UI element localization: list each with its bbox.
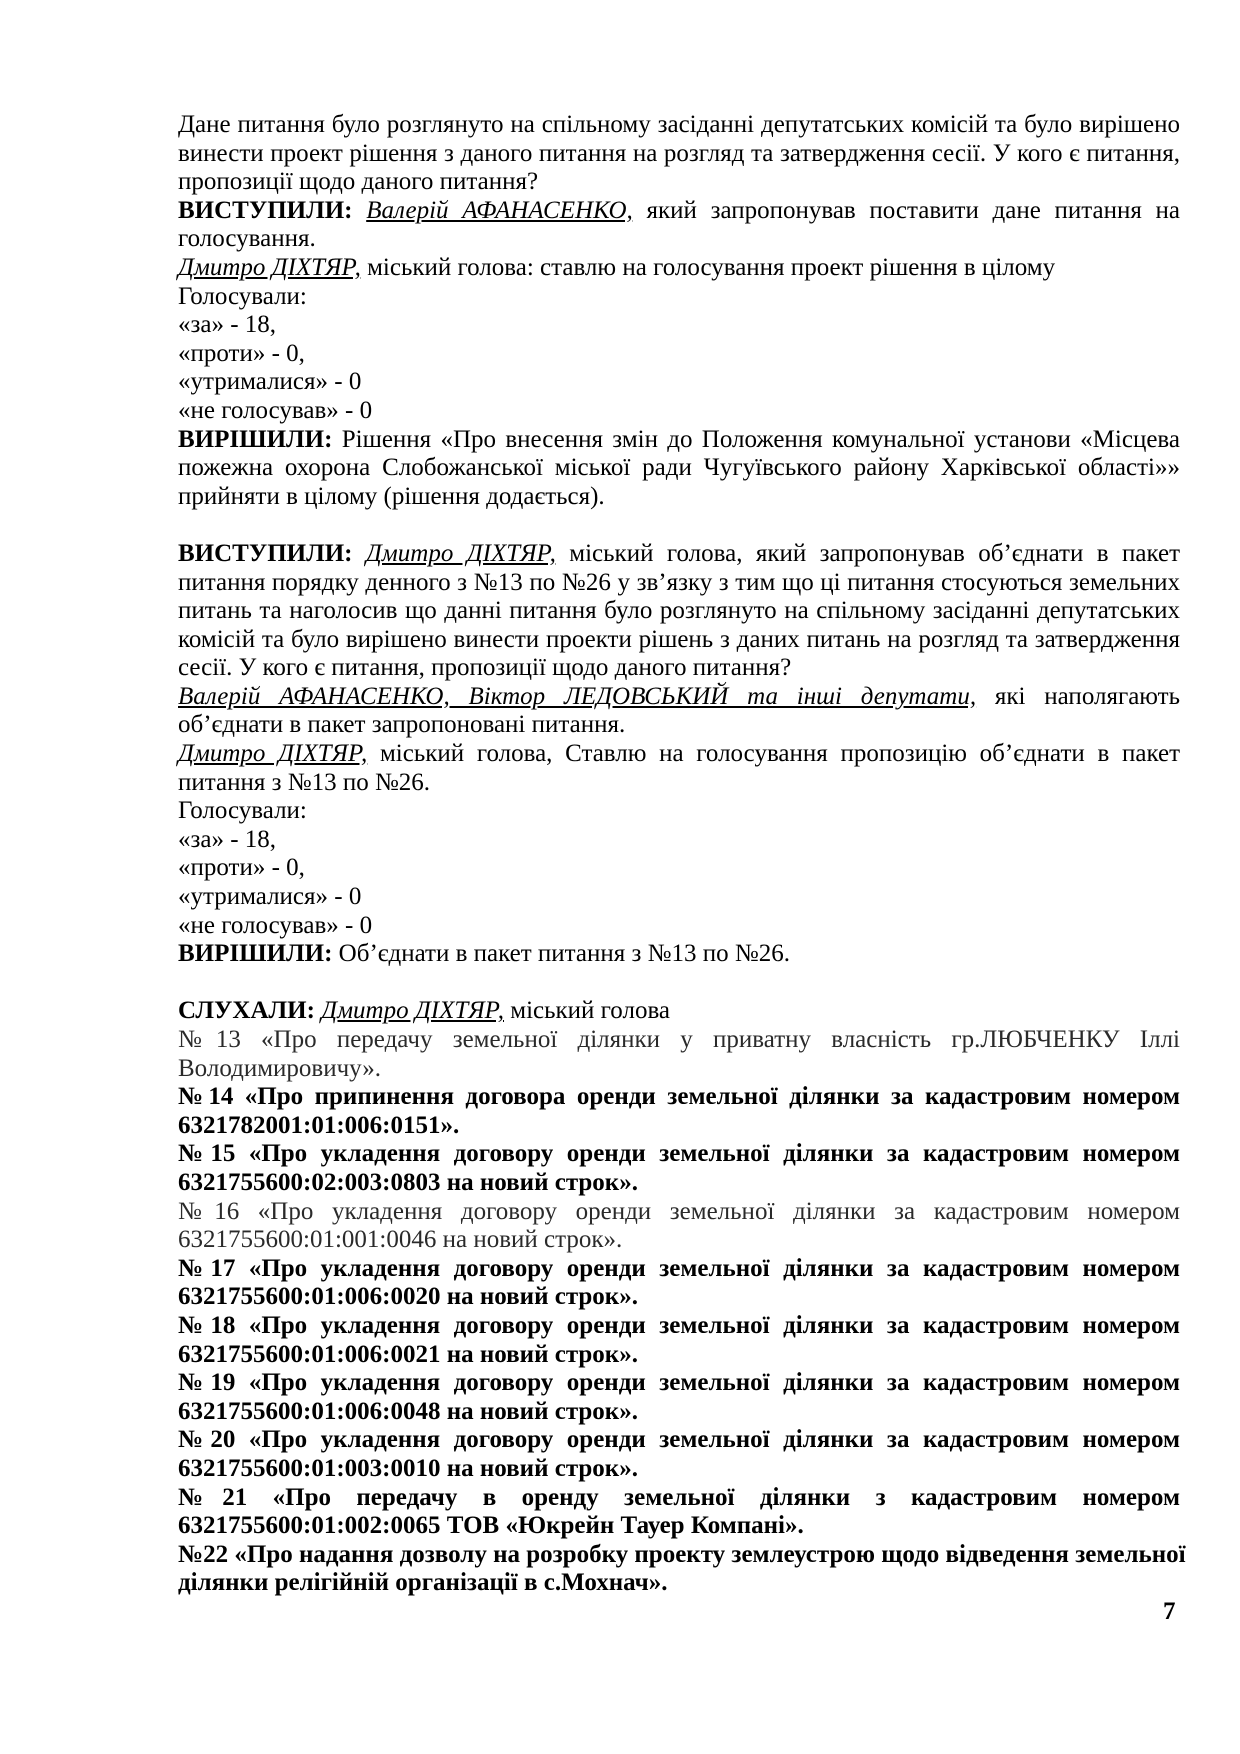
text-line <box>178 168 1180 197</box>
speaker-name: Дмитро ДІХТЯР, <box>321 997 504 1025</box>
section-label: ВИРІШИЛИ: <box>178 425 333 453</box>
text-line <box>178 1512 1180 1541</box>
speaker-name: Валерій АФАНАСЕНКО, Віктор ЛЕДОВСЬКИЙ та інші депутати, <box>178 682 977 710</box>
text-run: комісій та було вирішено винести проекти рішень з даних питань на розгляд та затвердження <box>178 625 1180 653</box>
text-line <box>178 1198 1180 1227</box>
text-line <box>178 797 1180 826</box>
text-run: питань та наголосив що данні питання було розглянуто на спільному засіданні депутатських <box>178 597 1180 625</box>
text-run: винести проект рішення з даного питання на розгляд та затвердження сесії. У кого є питання, <box>178 139 1180 167</box>
agenda-item-text: №18 «Про укладення договору оренди земельної ділянки за кадастровим номером <box>178 1311 1180 1339</box>
text-line <box>178 740 1180 769</box>
text-line <box>178 283 1180 312</box>
text-run: міський голова: ставлю на голосування проект рішення в цілому <box>360 253 1056 281</box>
text-line <box>178 683 1180 712</box>
speaker-name: Валерій АФАНАСЕНКО, <box>366 196 633 224</box>
blank-line <box>178 511 1180 540</box>
agenda-item-text: 6321755600:01:006:0020 на новий строк». <box>178 1283 638 1311</box>
text-run: «не голосував» - 0 <box>178 396 373 424</box>
blank-line <box>178 969 1180 998</box>
page-number: 7 <box>1163 1598 1176 1625</box>
agenda-item-text: 6321755600:01:003:0010 на новий строк». <box>178 1454 638 1482</box>
text-line <box>178 254 1180 283</box>
text-line <box>178 912 1180 941</box>
agenda-item-text: №20 «Про укладення договору оренди земельної ділянки за кадастровим номером <box>178 1426 1180 1454</box>
agenda-item-text: №13 «Про передачу земельної ділянки у приватну власність гр.ЛЮБЧЕНКУ Іллі <box>178 1026 1180 1053</box>
text-line <box>178 1312 1180 1341</box>
text-line <box>178 454 1180 483</box>
agenda-item-text: ділянки релігійній організації в с.Мохнач». <box>178 1569 668 1597</box>
text-line <box>178 1112 1180 1141</box>
text-run: «не голосував» - 0 <box>178 911 373 939</box>
text-line <box>178 654 1180 683</box>
text-run: які наполягають <box>976 682 1180 710</box>
text-run: який запропонував поставити дане питання на <box>632 196 1181 224</box>
speaker-name: Дмитро ДІХТЯР, <box>178 253 361 281</box>
text-line <box>178 569 1180 598</box>
speaker-name: Дмитро ДІХТЯР, <box>365 539 556 567</box>
text-line <box>178 426 1180 455</box>
text-line <box>178 1255 1180 1284</box>
text-run: Голосували: <box>178 282 307 310</box>
text-run: голосування. <box>178 225 316 253</box>
text-run: питання з №13 по №26. <box>178 768 431 796</box>
agenda-item-text: №22 «Про надання дозволу на розробку проекту землеустрою щодо відведення земельної <box>178 1540 1186 1568</box>
section-label: ВИСТУПИЛИ: <box>178 196 367 224</box>
text-line <box>178 1540 1186 1570</box>
text-line <box>178 711 1180 740</box>
text-run: «проти» - 0, <box>178 854 305 882</box>
text-line <box>178 769 1180 798</box>
text-run: «утрималися» - 0 <box>178 883 362 911</box>
text-line <box>178 397 1180 426</box>
text-run: сесії. У кого є питання, пропозиції щодо даного питання? <box>178 654 792 682</box>
text-run: «за» - 18, <box>178 825 277 853</box>
text-line <box>178 940 1180 969</box>
text-line <box>178 483 1180 512</box>
text-run: Голосували: <box>178 797 307 825</box>
text-run: питання порядку денного з №13 по №26 у зв’язку з тим що ці питання стосуються земельних <box>178 568 1180 596</box>
text-line <box>178 1283 1180 1312</box>
text-run: об’єднати в пакет запропоновані питання. <box>178 711 626 739</box>
text-line <box>178 225 1180 254</box>
agenda-item-text: 6321755600:02:003:0803 на новий строк». <box>178 1168 638 1196</box>
text-line <box>178 1426 1180 1455</box>
agenda-item-text: 6321755600:01:006:0048 на новий строк». <box>178 1397 638 1425</box>
text-line <box>178 597 1180 626</box>
speaker-name: Дмитро ДІХТЯР, <box>178 740 368 768</box>
text-line <box>178 1026 1180 1055</box>
agenda-item-text: 6321755600:01:001:0046 на новий строк». <box>178 1226 623 1254</box>
text-line <box>178 1055 1180 1084</box>
text-run: «за» - 18, <box>178 311 277 339</box>
agenda-item-text: Володимировичу». <box>178 1054 382 1082</box>
agenda-item-text: №16 «Про укладення договору оренди земельної ділянки за кадастровим номером <box>178 1197 1180 1225</box>
text-run: «проти» - 0, <box>178 339 305 367</box>
section-label: СЛУХАЛИ: <box>178 997 322 1025</box>
text-line <box>178 1455 1180 1484</box>
text-line <box>178 997 1180 1026</box>
agenda-item-text: №15 «Про укладення договору оренди земельної ділянки за кадастровим номером <box>178 1140 1180 1168</box>
agenda-item-text: 6321755600:01:002:0065 ТОВ «Юкрейн Тауер Компані». <box>178 1512 804 1540</box>
text-line <box>178 368 1180 397</box>
text-run: міський голова, Ставлю на голосування пропозицію об’єднати в пакет <box>367 740 1181 768</box>
agenda-item-text: №17 «Про укладення договору оренди земельної ділянки за кадастровим номером <box>178 1254 1180 1282</box>
text-line <box>178 626 1180 655</box>
text-run: пропозиції щодо даного питання? <box>178 168 539 196</box>
text-line <box>178 1083 1180 1112</box>
text-line <box>178 140 1180 169</box>
agenda-item-text: 6321782001:01:006:0151». <box>178 1111 460 1139</box>
agenda-item-text: №21 «Про передачу в оренду земельної ділянки з кадастровим номером <box>178 1483 1180 1511</box>
text-line <box>178 1341 1180 1370</box>
text-line <box>178 540 1180 569</box>
text-line <box>178 111 1180 140</box>
text-run: пожежна охорона Слобожанської міської ради Чугуївського району Харківської області»» <box>178 454 1180 482</box>
text-line <box>178 1569 1180 1598</box>
text-line <box>178 1369 1180 1398</box>
agenda-item-text: 6321755600:01:006:0021 на новий строк». <box>178 1340 638 1368</box>
text-line <box>178 311 1180 340</box>
document-body <box>178 111 1186 1598</box>
text-line <box>178 197 1180 226</box>
text-run: міський голова <box>504 997 671 1025</box>
text-run: Об’єднати в пакет питання з №13 по №26. <box>332 940 790 968</box>
agenda-item-text: №14 «Про припинення договора оренди земельної ділянки за кадастровим номером <box>178 1083 1180 1111</box>
text-run: Рішення «Про внесення змін до Положення комунальної установи «Місцева <box>332 425 1180 453</box>
text-line <box>178 826 1180 855</box>
text-line <box>178 1484 1180 1513</box>
text-run: міський голова, який запропонував об’єднати в пакет <box>555 539 1180 567</box>
section-label: ВИРІШИЛИ: <box>178 940 333 968</box>
text-line <box>178 1169 1180 1198</box>
text-run: Дане питання було розглянуто на спільному засіданні депутатських комісій та було вирішено <box>178 111 1180 138</box>
text-line <box>178 1398 1180 1427</box>
text-line <box>178 340 1180 369</box>
agenda-item-text: №19 «Про укладення договору оренди земельної ділянки за кадастровим номером <box>178 1369 1180 1397</box>
section-label: ВИСТУПИЛИ: <box>178 539 366 567</box>
text-line <box>178 854 1180 883</box>
text-line <box>178 1140 1180 1169</box>
text-run: прийняти в цілому (рішення додається). <box>178 482 605 510</box>
text-line <box>178 1226 1180 1255</box>
text-line <box>178 883 1180 912</box>
text-run: «утрималися» - 0 <box>178 368 362 396</box>
